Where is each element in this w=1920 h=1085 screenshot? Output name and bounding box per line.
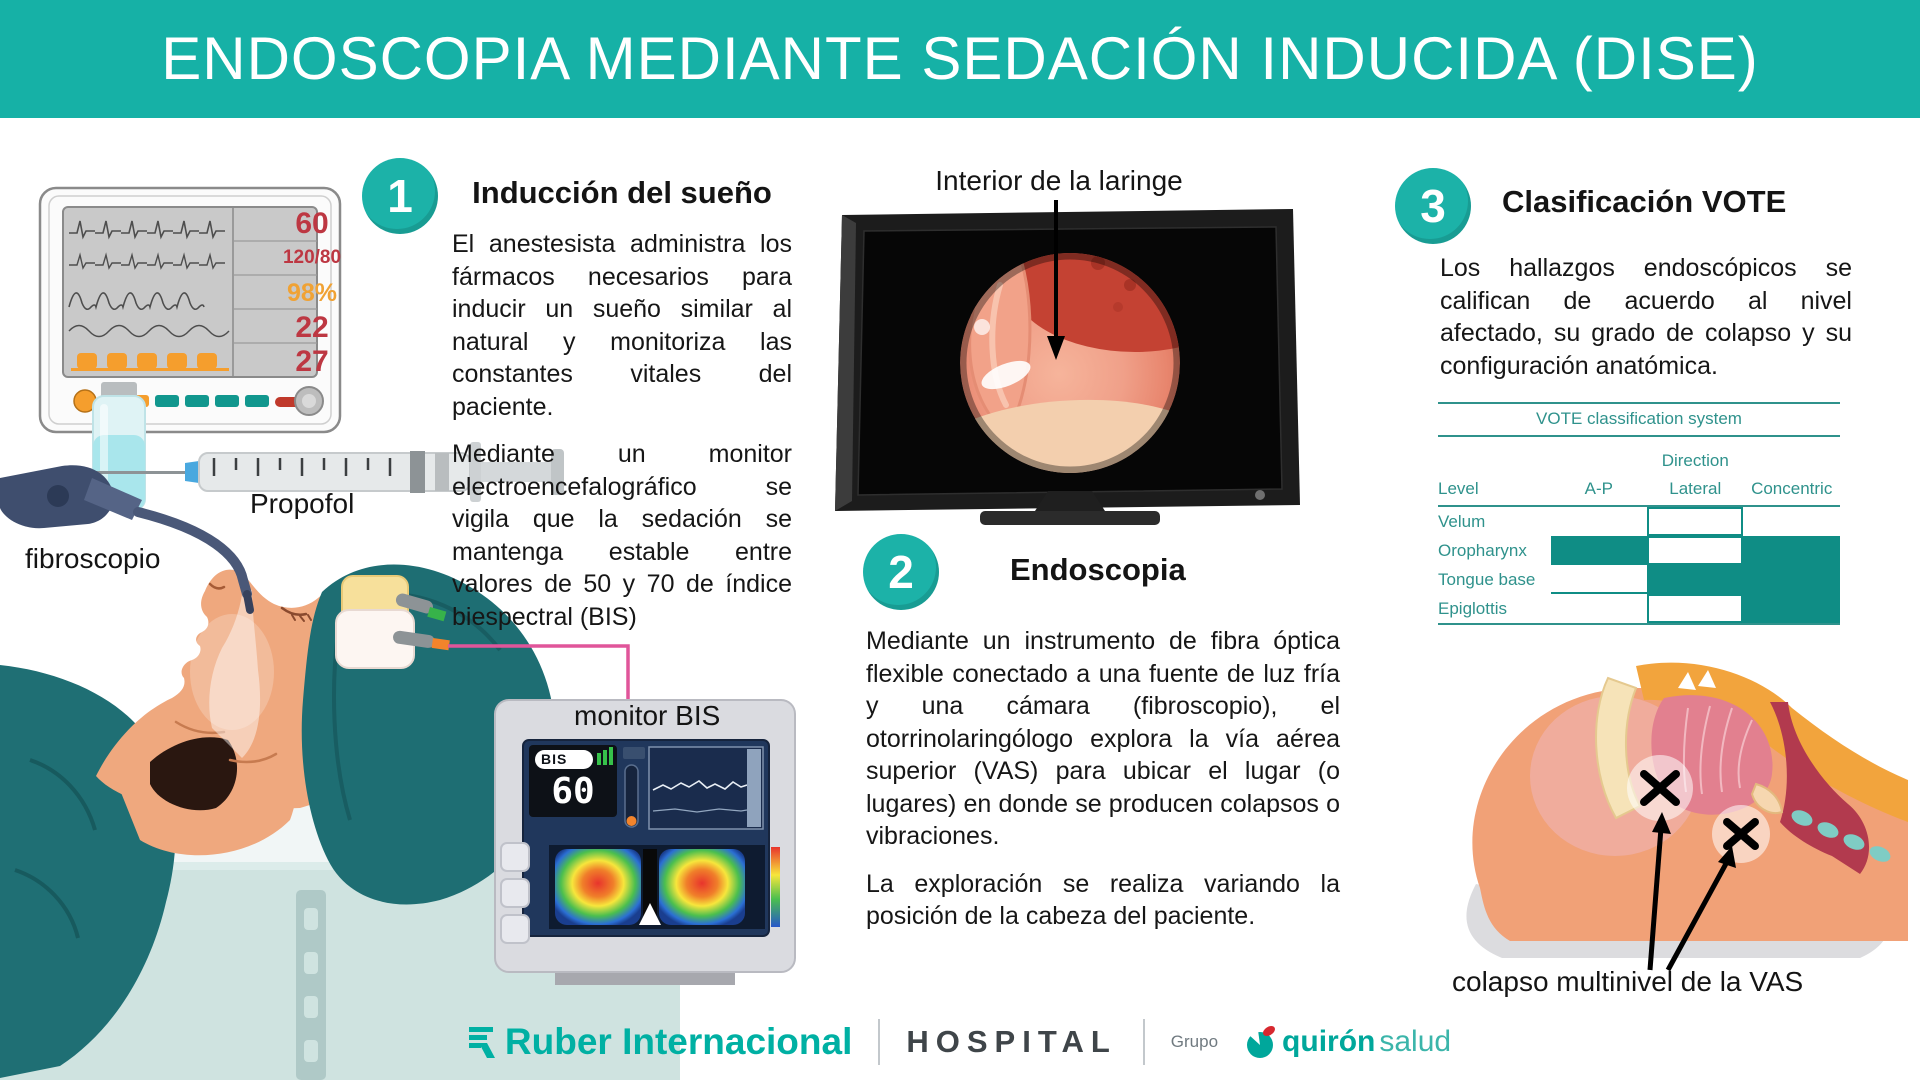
vote-direction-header: Direction [1661, 451, 1729, 470]
hospital-brand-text: HOSPITAL [906, 1024, 1117, 1059]
airway-collapse-illustration [1440, 636, 1910, 981]
vote-cell-empty [1551, 594, 1647, 623]
vote-col-ap: A-P [1584, 479, 1613, 498]
ruber-logo-icon [469, 1025, 497, 1059]
arrow-down-icon [1040, 198, 1072, 363]
footer-brands [0, 1012, 1920, 1072]
vote-row-level: Tongue base [1438, 569, 1536, 589]
vote-col-level: Level [1438, 479, 1479, 498]
step2-paragraph1: Mediante un instrumento de fibra óptica flexible conectado a una fuente de luz fría y una cámara (fibroscopio), el otorrinolaringólogo explora la vía aérea superior (VAS) para ubicar el lugar (o lugares) en donde se producen colapsos o vibraciones. [866, 627, 1340, 850]
vote-table-body [1438, 507, 1840, 625]
footer-divider [878, 1019, 880, 1065]
vote-row-level: Velum [1438, 511, 1486, 531]
step1-text [452, 228, 792, 633]
blood-pressure-value: 120/80 [282, 247, 342, 268]
vote-col-concentric: Concentric [1751, 479, 1833, 498]
vote-cell-teal [1551, 536, 1647, 565]
head-cross-section-graphic [1440, 636, 1910, 981]
step2-heading: Endoscopia [1010, 552, 1186, 587]
step3-number: 3 [1420, 180, 1446, 232]
bis-value: 60 [551, 771, 595, 812]
vote-cell-box [1647, 536, 1743, 565]
quiron-text: quirón [1282, 1025, 1376, 1058]
ruber-brand [469, 1021, 852, 1063]
vote-direction-row [1438, 437, 1840, 471]
footer-divider [1143, 1019, 1145, 1065]
vote-col-lateral: Lateral [1669, 479, 1722, 498]
vote-cell-teal [1743, 536, 1839, 565]
vote-columns-row [1438, 471, 1840, 507]
vote-cell-underline [1551, 565, 1647, 594]
step2-text [866, 625, 1340, 933]
vote-row-level: Oropharynx [1438, 540, 1527, 560]
vote-table-title: VOTE classification system [1438, 402, 1840, 437]
ruber-brand-text: Ruber Internacional [504, 1021, 853, 1062]
header-bar [0, 0, 1920, 118]
step3-heading: Clasificación VOTE [1502, 184, 1787, 219]
fibroscope-label: fibroscopio [25, 543, 161, 574]
step1-badge [362, 158, 438, 234]
larynx-interior-label: Interior de la laringe [935, 165, 1183, 196]
bis-monitor-label: monitor BIS [574, 700, 721, 731]
propofol-label: Propofol [250, 488, 355, 519]
step1-number: 1 [387, 170, 413, 222]
step2-badge [863, 534, 939, 610]
step1-paragraph1: El anestesista administra los fármacos necesarios para inducir un sueño similar al natural y monitoriza las constantes vitales del paciente. [452, 230, 792, 421]
bis-logo: BIS [541, 751, 568, 767]
multilevel-collapse-label: colapso multinivel de la VAS [1452, 966, 1804, 997]
step3-text [1440, 252, 1852, 382]
step1-paragraph2: Mediante un monitor electroencefalográfico se vigila que la sedación se mantenga estable entre valores de 50 y 70 de índice biespectral (BIS) [452, 440, 792, 631]
quironsalud-logo-icon [1244, 1024, 1278, 1060]
salud-text: salud [1379, 1025, 1452, 1058]
grupo-label: Grupo [1170, 1032, 1219, 1051]
bis-buttons-icon [501, 843, 529, 943]
vote-row-level: Epiglottis [1438, 598, 1507, 618]
quironsalud-brand [1244, 1024, 1451, 1060]
vote-cell-teal [1647, 565, 1743, 594]
vote-cell-empty [1551, 507, 1647, 536]
vote-cell-empty [1743, 507, 1839, 536]
step2-paragraph2: La exploración se realiza variando la posición de la cabeza del paciente. [866, 869, 1340, 930]
resp-rate-value: 22 [295, 311, 329, 344]
etco2-value: 27 [295, 345, 329, 378]
heart-rate-value: 60 [295, 207, 329, 240]
vote-cell-teal [1743, 565, 1839, 594]
spo2-value: 98% [286, 279, 338, 307]
bis-monitor-graphic [485, 695, 805, 995]
step3-paragraph1: Los hallazgos endoscópicos se califican de acuerdo al nivel afectado, su grado de colapso y su configuración anatómica. [1440, 254, 1852, 380]
vote-classification-table [1438, 402, 1840, 625]
vote-cell-teal [1743, 594, 1839, 623]
page-title: ENDOSCOPIA MEDIANTE SEDACIÓN INDUCIDA (DISE) [161, 25, 1759, 92]
step2-number: 2 [888, 546, 914, 598]
step3-badge [1395, 168, 1471, 244]
vote-cell-box [1647, 507, 1743, 536]
bis-monitor-illustration [485, 695, 805, 995]
vote-cell-box [1647, 594, 1743, 623]
step1-heading: Inducción del sueño [472, 175, 772, 210]
